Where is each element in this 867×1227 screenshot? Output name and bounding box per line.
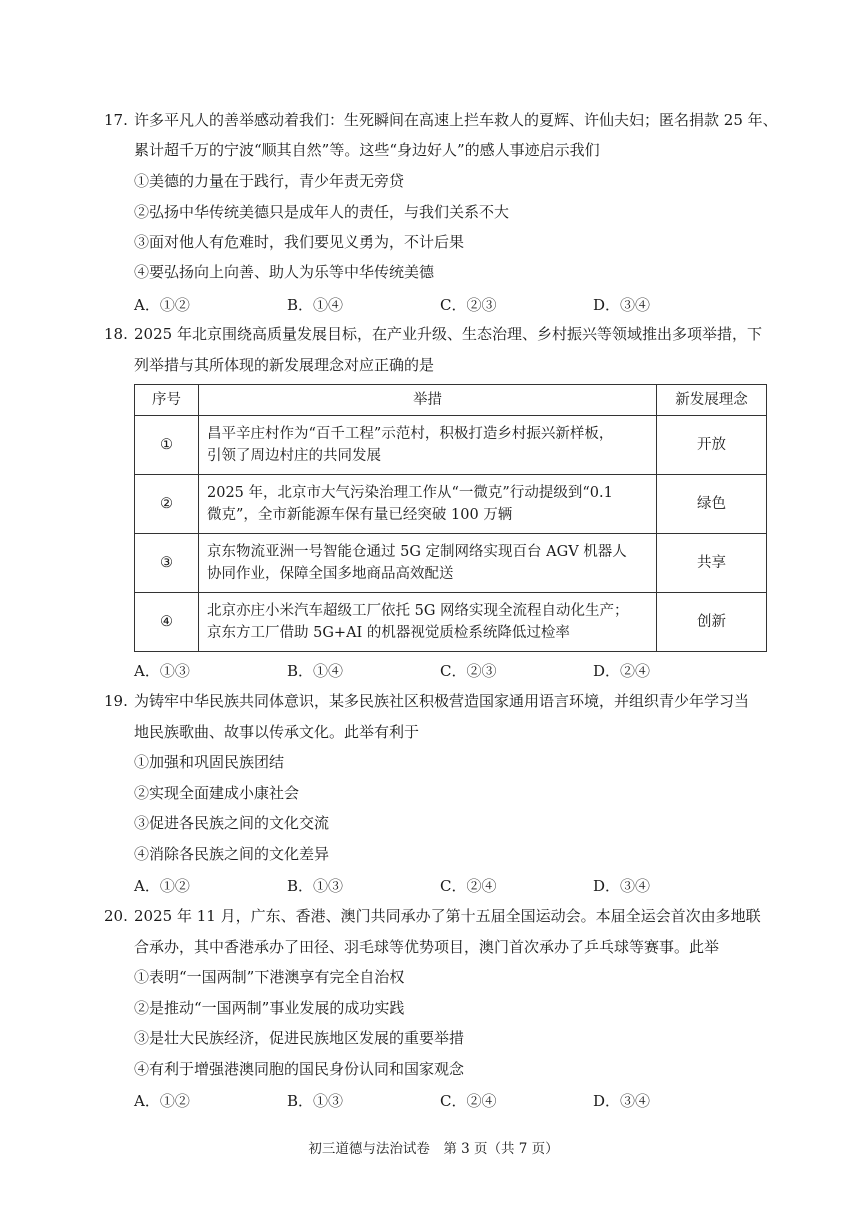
row-measure-line: 引领了周边村庄的共同发展 bbox=[207, 448, 381, 464]
question-stem-line: 2025 年 11 月，广东、香港、澳门共同承办了第十五届全国运动会。本届全运会首次由多地联 bbox=[134, 907, 761, 925]
answer-choice-c: C．②④ bbox=[440, 1092, 497, 1110]
question-stem-line: 列举措与其所体现的新发展理念对应正确的是 bbox=[134, 356, 435, 374]
answer-choices bbox=[134, 660, 744, 680]
answer-choice-a: A．①② bbox=[134, 1092, 190, 1110]
answer-choice-b: B．①④ bbox=[287, 662, 344, 680]
answer-choice-c: C．②③ bbox=[440, 296, 497, 314]
answer-choice-a: A．①② bbox=[134, 296, 190, 314]
statement-option: ④要弘扬向上向善、助人为乐等中华传统美德 bbox=[134, 263, 435, 281]
row-measure-line: 昌平辛庄村作为“百千工程”示范村，积极打造乡村振兴新样板， bbox=[207, 426, 614, 442]
question-number: 20. bbox=[104, 907, 128, 925]
answer-choice-d: D．③④ bbox=[593, 1092, 651, 1110]
question-stem-line: 累计超千万的宁波“顺其自然”等。这些“身边好人”的感人事迹启示我们 bbox=[134, 141, 600, 159]
row-concept: 创新 bbox=[657, 593, 767, 652]
row-measure bbox=[199, 534, 657, 593]
statement-option: ①表明“一国两制”下港澳享有完全自治权 bbox=[134, 968, 405, 986]
question-stem-line: 为铸牢中华民族共同体意识，某多民族社区积极营造国家通用语言环境，并组织青少年学习当 bbox=[134, 692, 750, 710]
answer-choices bbox=[134, 1090, 744, 1110]
row-measure-line: 京东方工厂借助 5G+AI 的机器视觉质检系统降低过检率 bbox=[207, 625, 570, 641]
question-number: 17. bbox=[104, 111, 128, 129]
statement-option: ②是推动“一国两制”事业发展的成功实践 bbox=[134, 999, 405, 1017]
column-header-concept: 新发展理念 bbox=[657, 385, 767, 416]
answer-choice-d: D．②④ bbox=[593, 662, 651, 680]
table-row bbox=[135, 593, 767, 652]
answer-choice-c: C．②③ bbox=[440, 662, 497, 680]
table-row bbox=[135, 475, 767, 534]
table-row bbox=[135, 534, 767, 593]
row-concept: 绿色 bbox=[657, 475, 767, 534]
row-measure bbox=[199, 416, 657, 475]
row-number: ① bbox=[135, 416, 199, 475]
statement-option: ①加强和巩固民族团结 bbox=[134, 753, 285, 771]
statement-option: ③面对他人有危难时，我们要见义勇为，不计后果 bbox=[134, 233, 465, 251]
statement-option: ③促进各民族之间的文化交流 bbox=[134, 814, 330, 832]
answer-choice-c: C．②④ bbox=[440, 877, 497, 895]
row-measure-line: 2025 年，北京市大气污染治理工作从“一微克”行动提级到“0.1 bbox=[207, 485, 613, 501]
row-concept: 开放 bbox=[657, 416, 767, 475]
column-header-number: 序号 bbox=[135, 385, 199, 416]
row-measure bbox=[199, 593, 657, 652]
table-header-row bbox=[135, 385, 767, 416]
question-stem-line: 2025 年北京围绕高质量发展目标，在产业升级、生态治理、乡村振兴等领域推出多项举措，下 bbox=[134, 325, 762, 343]
row-number: ④ bbox=[135, 593, 199, 652]
answer-choice-b: B．①③ bbox=[287, 877, 344, 895]
row-measure-line: 京东物流亚洲一号智能仓通过 5G 定制网络实现百台 AGV 机器人 bbox=[207, 544, 627, 560]
answer-choice-d: D．③④ bbox=[593, 296, 651, 314]
row-measure-line: 微克”，全市新能源车保有量已经突破 100 万辆 bbox=[207, 507, 513, 523]
statement-option: ④有利于增强港澳同胞的国民身份认同和国家观念 bbox=[134, 1060, 465, 1078]
answer-choices bbox=[134, 875, 744, 895]
page-footer: 初三道德与法治试卷 第 3 页（共 7 页） bbox=[308, 1141, 559, 1157]
statement-option: ②弘扬中华传统美德只是成年人的责任，与我们关系不大 bbox=[134, 203, 510, 221]
measures-table bbox=[134, 384, 767, 652]
answer-choice-a: A．①② bbox=[134, 877, 190, 895]
answer-choice-a: A．①③ bbox=[134, 662, 190, 680]
question-number: 18. bbox=[104, 325, 128, 343]
statement-option: ②实现全面建成小康社会 bbox=[134, 784, 300, 802]
answer-choice-d: D．③④ bbox=[593, 877, 651, 895]
row-measure bbox=[199, 475, 657, 534]
row-measure-line: 北京亦庄小米汽车超级工厂依托 5G 网络实现全流程自动化生产； bbox=[207, 603, 629, 619]
row-number: ② bbox=[135, 475, 199, 534]
question-stem-line: 地民族歌曲、故事以传承文化。此举有利于 bbox=[134, 723, 420, 741]
answer-choice-b: B．①④ bbox=[287, 296, 344, 314]
question-stem-line: 合承办，其中香港承办了田径、羽毛球等优势项目，澳门首次承办了乒乓球等赛事。此举 bbox=[134, 938, 720, 956]
statement-option: ③是壮大民族经济，促进民族地区发展的重要举措 bbox=[134, 1029, 465, 1047]
row-number: ③ bbox=[135, 534, 199, 593]
answer-choices bbox=[134, 294, 744, 314]
question-number: 19. bbox=[104, 692, 128, 710]
statement-option: ①美德的力量在于践行，青少年责无旁贷 bbox=[134, 172, 405, 190]
statement-option: ④消除各民族之间的文化差异 bbox=[134, 845, 330, 863]
row-concept: 共享 bbox=[657, 534, 767, 593]
table-row bbox=[135, 416, 767, 475]
column-header-measure: 举措 bbox=[199, 385, 657, 416]
row-measure-line: 协同作业，保障全国多地商品高效配送 bbox=[207, 566, 454, 582]
answer-choice-b: B．①③ bbox=[287, 1092, 344, 1110]
question-stem-line: 许多平凡人的善举感动着我们：生死瞬间在高速上拦车救人的夏辉、许仙夫妇；匿名捐款 25 年、 bbox=[134, 111, 778, 129]
